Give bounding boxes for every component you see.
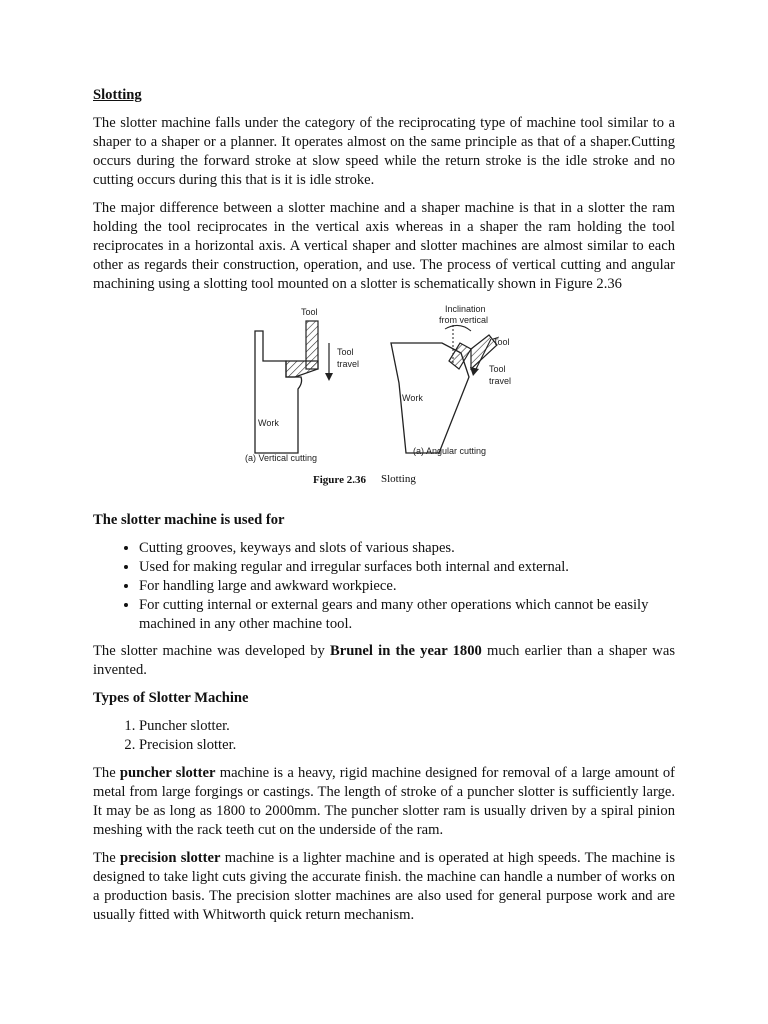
list-item: 2. Precision slotter. xyxy=(139,736,675,755)
paragraph-precision xyxy=(93,849,675,925)
paragraph-difference: The major difference between a slotter machine and a shaper machine is that in a slotter the ram holding the tool reciprocates in the vertical axis whereas in a shaper the ram holding the tool reciprocates in a horizontal axis. A vertical shaper and slotter machines are almost similar to each other as regards their construction, operation, and use. The process of vertical cutting and angular machining using a slotting tool mounted on a slotter is schematically shown in Figure 2.36 xyxy=(93,200,675,292)
travel-label-right-1: Tool xyxy=(489,364,506,374)
inclination-label-1: Inclination xyxy=(445,304,486,314)
puncher-text-before: The xyxy=(93,765,120,781)
puncher-bold: puncher slotter xyxy=(119,765,216,781)
caption-left: (a) Vertical cutting xyxy=(245,453,318,463)
tool-label-left: Tool xyxy=(301,307,318,317)
workpiece-left xyxy=(255,331,302,453)
work-label-right: Work xyxy=(402,393,423,403)
precision-text-before: The xyxy=(93,850,120,866)
list-item: • For cutting internal or external gears and many other operations which cannot be easily machined in any other machine tool. xyxy=(139,596,675,634)
inclination-label-2: from vertical xyxy=(439,315,489,325)
travel-arrowhead-left xyxy=(325,373,333,381)
tool-label-right: Tool xyxy=(493,337,510,347)
caption-right: (a) Angular cutting xyxy=(413,446,487,456)
travel-label-left-1: Tool xyxy=(337,347,354,357)
uses-list xyxy=(93,539,675,634)
precision-bold: precision slotter xyxy=(119,850,221,866)
precision-text-after: machine is a lighter machine and is operated at high speeds. The machine is designed to take light cuts giving the accurate finish. the machine can handle a number of works on a production basis. The precision slotter machines are also used for general purpose work and are usually fitted with Whitworth quick return mechanism. xyxy=(93,850,676,923)
document-content xyxy=(93,86,675,934)
travel-label-left-2: travel xyxy=(337,359,360,369)
inclination-arc xyxy=(445,325,471,331)
types-heading: Types of Slotter Machine xyxy=(93,690,249,706)
uses-heading: The slotter machine is used for xyxy=(93,512,285,528)
paragraph-puncher xyxy=(93,764,675,840)
vertical-cutting-diagram xyxy=(245,307,359,463)
list-item: • Used for making regular and irregular surfaces both internal and external. xyxy=(139,558,675,577)
history-text-after: much earlier than a shaper was invented. xyxy=(93,643,676,678)
tool-tip-left xyxy=(286,361,318,377)
section-heading: Slotting xyxy=(93,87,142,103)
list-item: • For handling large and awkward workpiece. xyxy=(139,577,675,596)
figure-caption: Slotting xyxy=(381,473,416,485)
puncher-text-after: machine is a heavy, rigid machine designed for removal of a large amount of metal from large forgings or castings. The length of stroke of a puncher slotter is sufficiently large. It may be as long as 1800 to 2000mm. The puncher slotter ram is usually driven by a spiral pinion meshing with the rack teeth cut on the underside of the ram. xyxy=(93,765,676,838)
list-item: • Cutting grooves, keyways and slots of various shapes. xyxy=(139,539,675,558)
list-item: 1. Puncher slotter. xyxy=(139,717,675,736)
paragraph-history xyxy=(93,642,675,680)
travel-arrowhead-right xyxy=(470,367,479,376)
figure-slotting xyxy=(93,303,675,503)
slotting-diagram xyxy=(93,303,675,503)
work-label-left: Work xyxy=(258,418,279,428)
types-list xyxy=(93,717,675,755)
history-text-before: The slotter machine was developed by xyxy=(93,643,330,659)
history-bold: Brunel in the year 1800 xyxy=(329,643,482,659)
figure-number: Figure 2.36 xyxy=(313,474,366,486)
paragraph-intro: The slotter machine falls under the category of the reciprocating type of machine tool similar to a shaper to a shaper or a planner. It operates almost on the same principle as that of a shaper.Cutting occurs during the forward stroke at slow speed while the return stroke is the idle stroke and no cutting occurs during this that is it is idle stroke. xyxy=(93,115,675,188)
angular-cutting-diagram xyxy=(391,304,511,456)
travel-label-right-2: travel xyxy=(489,376,512,386)
